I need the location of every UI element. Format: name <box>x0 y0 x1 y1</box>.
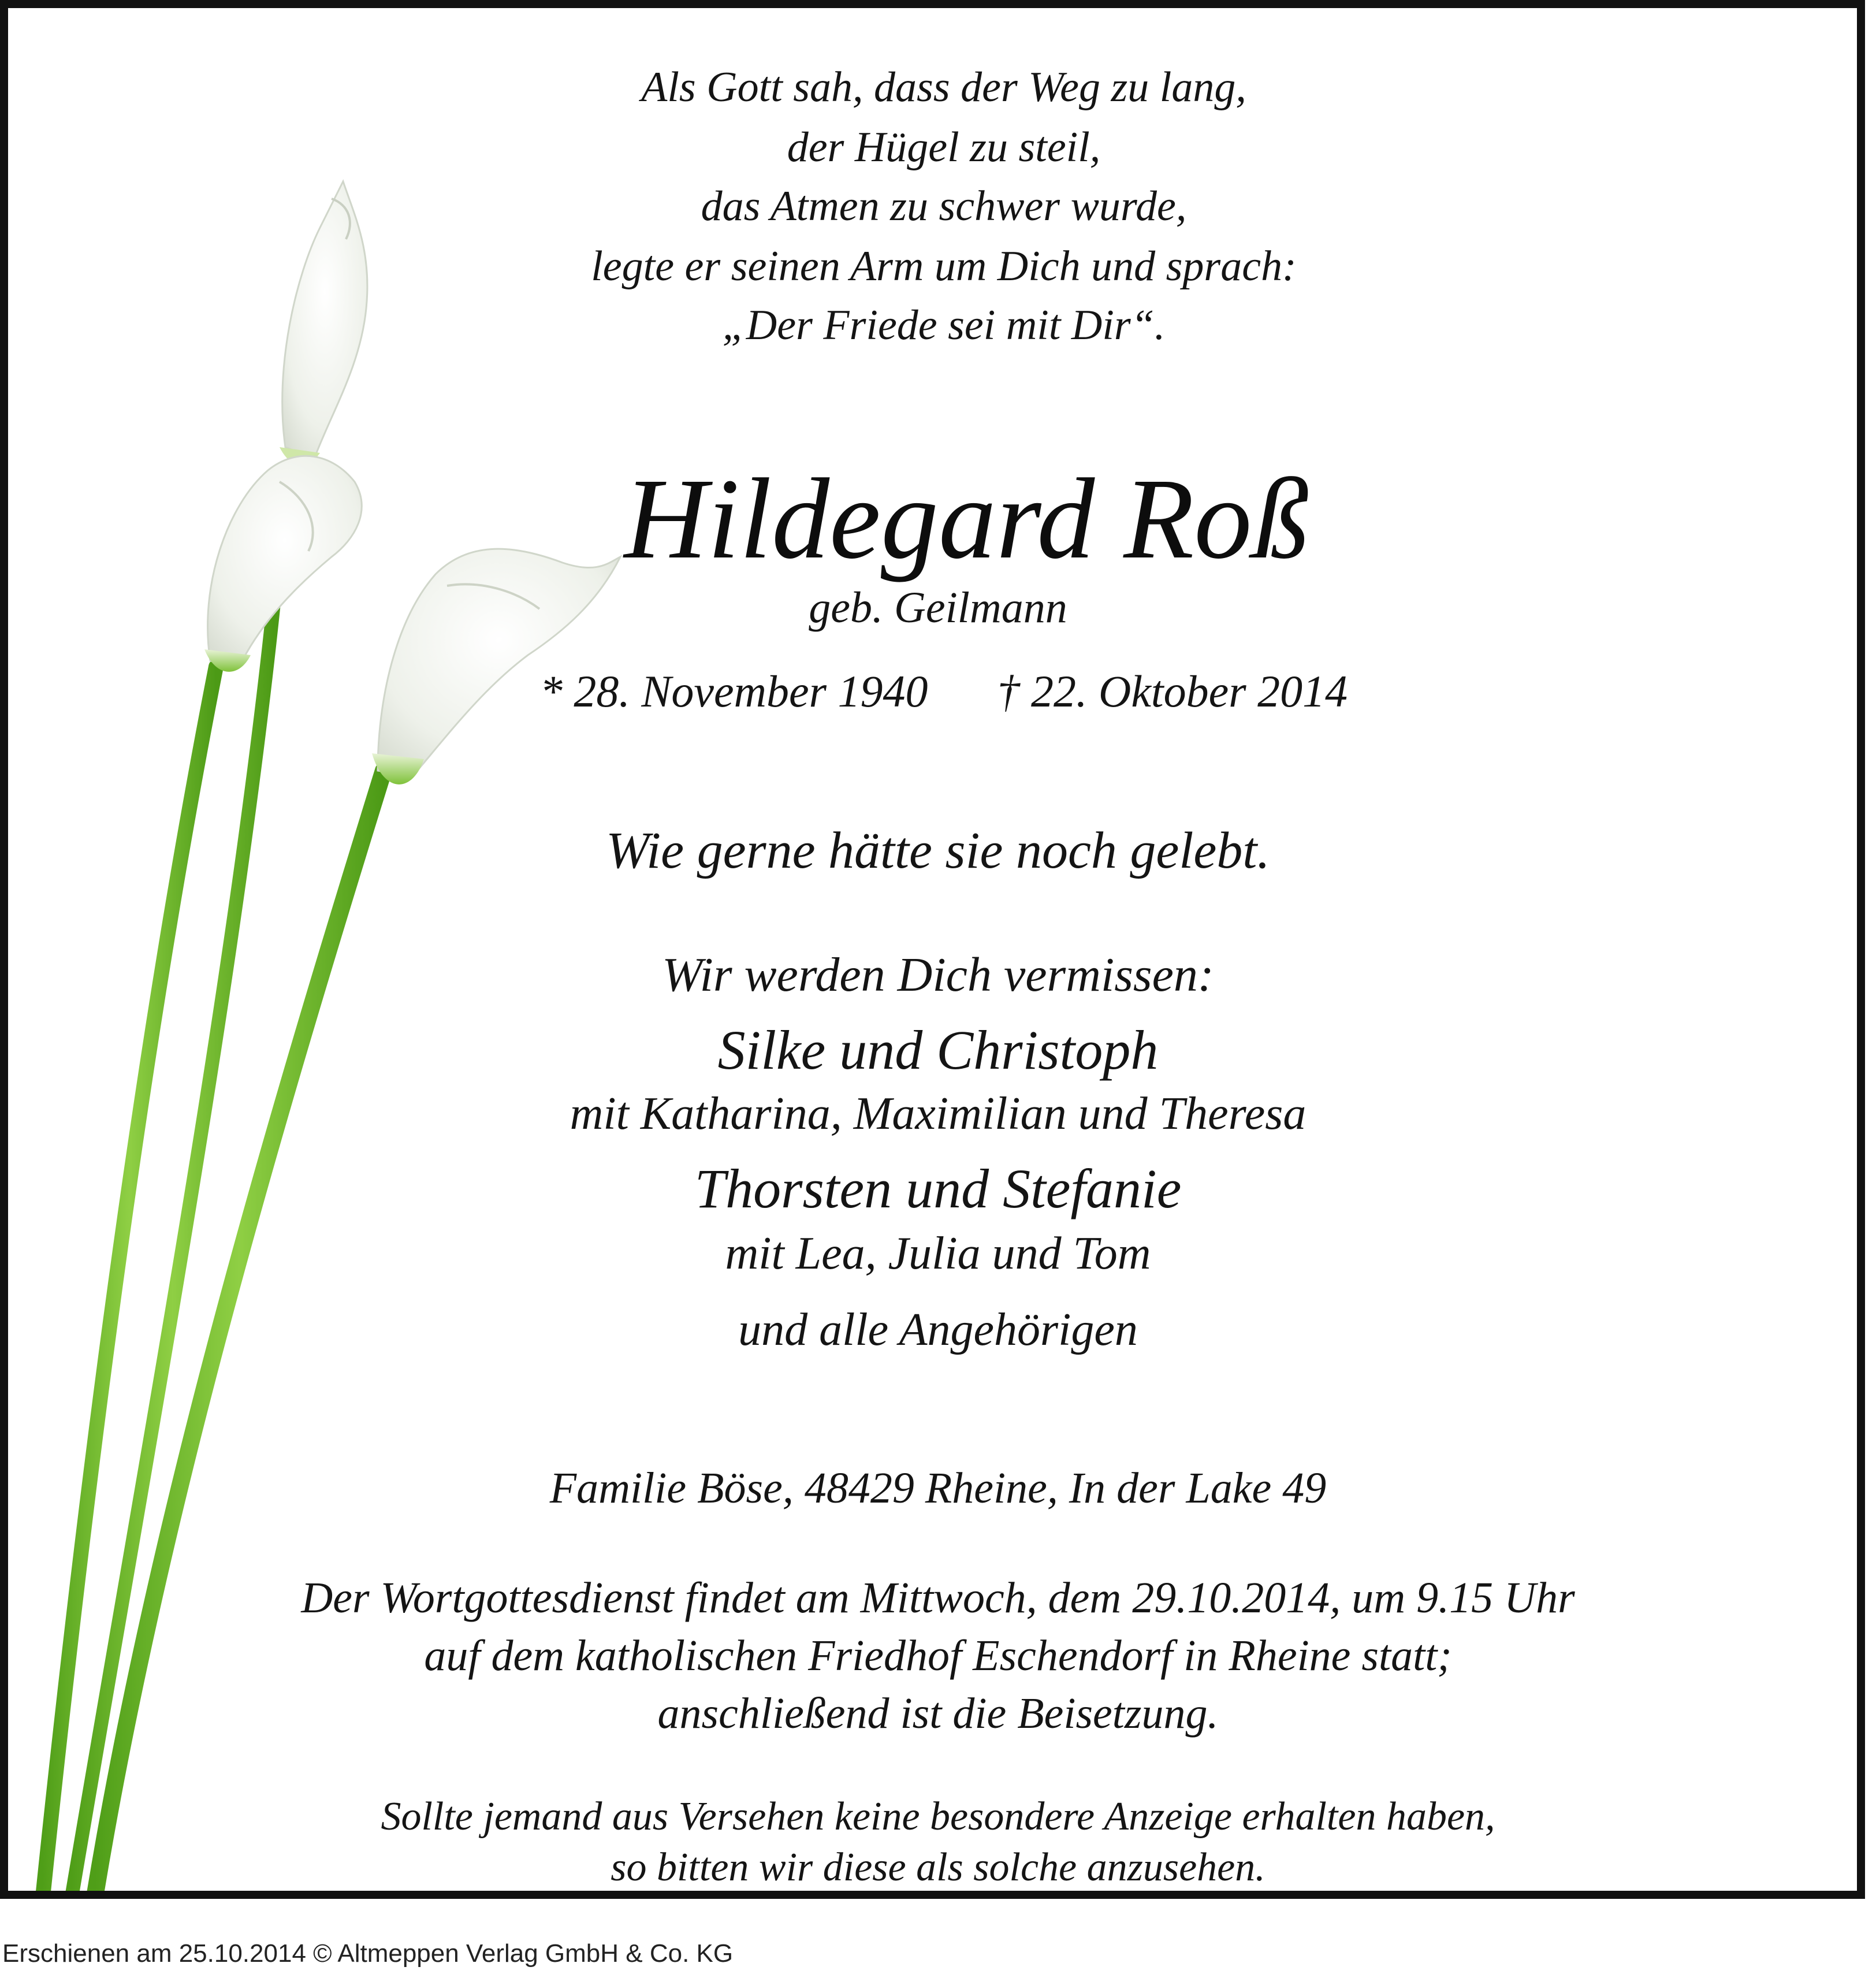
deceased-name: Hildegard Roß <box>624 455 1310 583</box>
service-line-1: Der Wortgottesdienst findet am Mittwoch, dem 29.10.2014, um 9.15 Uhr <box>301 1574 1575 1622</box>
life-dates <box>8 666 1865 716</box>
mourner-family-2: Thorsten und Stefanie <box>694 1158 1182 1219</box>
death-date: † 22. Oktober 2014 <box>997 666 1348 716</box>
mourner-relatives: und alle Angehörigen <box>738 1304 1138 1355</box>
service-line-2: auf dem katholischen Friedhof Eschendorf in Rheine statt; <box>424 1631 1452 1680</box>
mourners-intro: Wir werden Dich vermissen: <box>662 948 1214 1002</box>
family-address: Familie Böse, 48429 Rheine, In der Lake 49 <box>549 1464 1327 1512</box>
poem-line-4: legte er seinen Arm um Dich und sprach: <box>591 243 1297 290</box>
poem-line-2: der Hügel zu steil, <box>787 124 1101 171</box>
note-line-1: Sollte jemand aus Versehen keine besondere Anzeige erhalten haben, <box>381 1794 1495 1839</box>
memorial-quote: Wie gerne hätte sie noch gelebt. <box>606 822 1270 879</box>
mourner-family-1: Silke und Christoph <box>717 1019 1159 1081</box>
poem-line-1: Als Gott sah, dass der Weg zu lang, <box>641 64 1246 111</box>
birth-date: * 28. November 1940 <box>539 666 928 716</box>
poem-line-3: das Atmen zu schwer wurde, <box>701 183 1187 230</box>
mourner-family-1-children: mit Katharina, Maximilian und Theresa <box>570 1088 1306 1139</box>
service-line-3: anschließend ist die Beisetzung. <box>657 1689 1219 1738</box>
maiden-name: geb. Geilmann <box>809 583 1067 632</box>
note-line-2: so bitten wir diese als solche anzusehen. <box>611 1845 1265 1890</box>
poem-line-5: „Der Friede sei mit Dir“. <box>722 302 1166 349</box>
mourner-family-2-children: mit Lea, Julia und Tom <box>725 1228 1151 1279</box>
publication-footer: Erschienen am 25.10.2014 © Altmeppen Verlag GmbH & Co. KG <box>2 1939 734 1968</box>
